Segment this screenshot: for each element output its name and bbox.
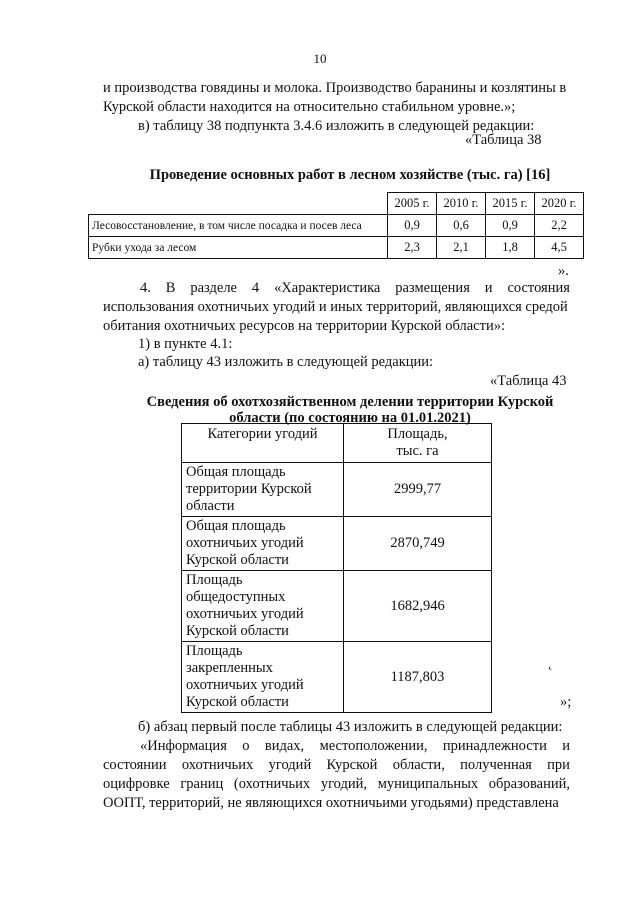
section4-line-3: обитания охотничьих ресурсов на территории Курской области»: xyxy=(103,318,505,334)
outro-line-3 xyxy=(103,756,570,774)
word: угодий, xyxy=(320,776,368,792)
stray-mark: ˛ xyxy=(548,656,553,671)
table43-category: Площадь закрепленных охотничьих угодий Курской области xyxy=(182,642,344,713)
word: состояния xyxy=(507,280,570,296)
table38-year: 2010 г. xyxy=(437,193,486,215)
table-row xyxy=(182,517,492,571)
table-row xyxy=(89,237,584,259)
table43-value: 2999,77 xyxy=(344,463,492,517)
table43-label: «Таблица 43 xyxy=(490,373,567,389)
word: видах, xyxy=(264,738,305,754)
word: оцифровке xyxy=(103,776,170,792)
table38-cell: 0,9 xyxy=(486,215,535,237)
table38-year: 2020 г. xyxy=(535,193,584,215)
word: полученная xyxy=(460,757,532,773)
table38-year: 2015 г. xyxy=(486,193,535,215)
word: 4. xyxy=(140,280,151,296)
word: и xyxy=(484,280,493,296)
table43-category: Общая площадь охотничьих угодий Курской области xyxy=(182,517,344,571)
outro-line-5: ООПТ, территорий, не являющихся охотничьими угодьями) представлена xyxy=(103,795,559,811)
table38-close: ». xyxy=(558,263,569,279)
table43-category: Общая площадь территории Курской области xyxy=(182,463,344,517)
intro-line-3: в) таблицу 38 подпункта 3.4.6 изложить в следующей редакции: xyxy=(138,118,535,134)
word: угодий xyxy=(268,757,312,773)
word: «Информация xyxy=(140,738,227,754)
word: «Характеристика xyxy=(274,280,381,296)
table38-row-label: Лесовосстановление, в том числе посадка и посев леса xyxy=(89,215,388,237)
word: размещения xyxy=(395,280,470,296)
table-row xyxy=(89,215,584,237)
word: при xyxy=(547,757,570,773)
table43-title-line-1: Сведения об охотхозяйственном делении территории Курской xyxy=(146,394,554,410)
outro-line-2 xyxy=(140,737,570,755)
intro-line-2: Курской области находится на относительно стабильном уровне.»; xyxy=(103,99,516,115)
word: 4 xyxy=(251,280,260,296)
table-row xyxy=(182,463,492,517)
word: муниципальных xyxy=(377,776,479,792)
word: границ xyxy=(180,776,224,792)
table38-cell: 2,3 xyxy=(388,237,437,259)
table43-category: Площадь общедоступных охотничьих угодий Курской области xyxy=(182,571,344,642)
table-row xyxy=(182,571,492,642)
table38-cell: 4,5 xyxy=(535,237,584,259)
table43-title-line-2: области (по состоянию на 01.01.2021) xyxy=(229,410,471,426)
intro-line-1: и производства говядины и молока. Производство баранины и козлятины в xyxy=(103,80,567,96)
table43-value: 2870,749 xyxy=(344,517,492,571)
table38-cell: 2,2 xyxy=(535,215,584,237)
table38-cell: 0,9 xyxy=(388,215,437,237)
table38-row-label: Рубки ухода за лесом xyxy=(89,237,388,259)
section4-line-4: 1) в пункте 4.1: xyxy=(138,336,233,352)
table38-label: «Таблица 38 xyxy=(465,132,542,148)
word: о xyxy=(242,738,250,754)
word: образований, xyxy=(488,776,570,792)
word: области, xyxy=(392,757,445,773)
word: и xyxy=(562,738,570,754)
table43-value: 1682,946 xyxy=(344,571,492,642)
word: принадлежности xyxy=(442,738,547,754)
word: Курской xyxy=(326,757,378,773)
word: состоянии xyxy=(103,757,167,773)
page-number: 10 xyxy=(313,51,327,66)
table38-year: 2005 г. xyxy=(388,193,437,215)
table43-header-category: Категории угодий xyxy=(182,424,344,463)
section4-line-5: а) таблицу 43 изложить в следующей редакции: xyxy=(138,354,434,370)
word: разделе xyxy=(190,280,237,296)
word: В xyxy=(165,280,176,296)
word: охотничьих xyxy=(181,757,254,773)
table43-header-area: Площадь, тыс. га xyxy=(344,424,492,463)
forestry-table xyxy=(88,192,584,259)
table38-cell: 0,6 xyxy=(437,215,486,237)
table38-title: Проведение основных работ в лесном хозяйстве (тыс. га) [16] xyxy=(149,167,551,183)
table38-cell: 2,1 xyxy=(437,237,486,259)
table43-value: 1187,803 xyxy=(344,642,492,713)
table43-close: »; xyxy=(560,694,572,710)
table38-corner xyxy=(89,193,388,215)
hunting-table xyxy=(181,423,492,713)
table-row xyxy=(182,642,492,713)
outro-line-1: б) абзац первый после таблицы 43 изложить в следующей редакции: xyxy=(138,719,563,735)
word: (охотничьих xyxy=(233,776,311,792)
outro-line-4 xyxy=(103,775,570,793)
section4-line-2: использования охотничьих угодий и иных территорий, являющихся средой xyxy=(103,299,568,315)
section4-line-1 xyxy=(140,279,570,297)
word: местоположении, xyxy=(319,738,428,754)
table38-cell: 1,8 xyxy=(486,237,535,259)
